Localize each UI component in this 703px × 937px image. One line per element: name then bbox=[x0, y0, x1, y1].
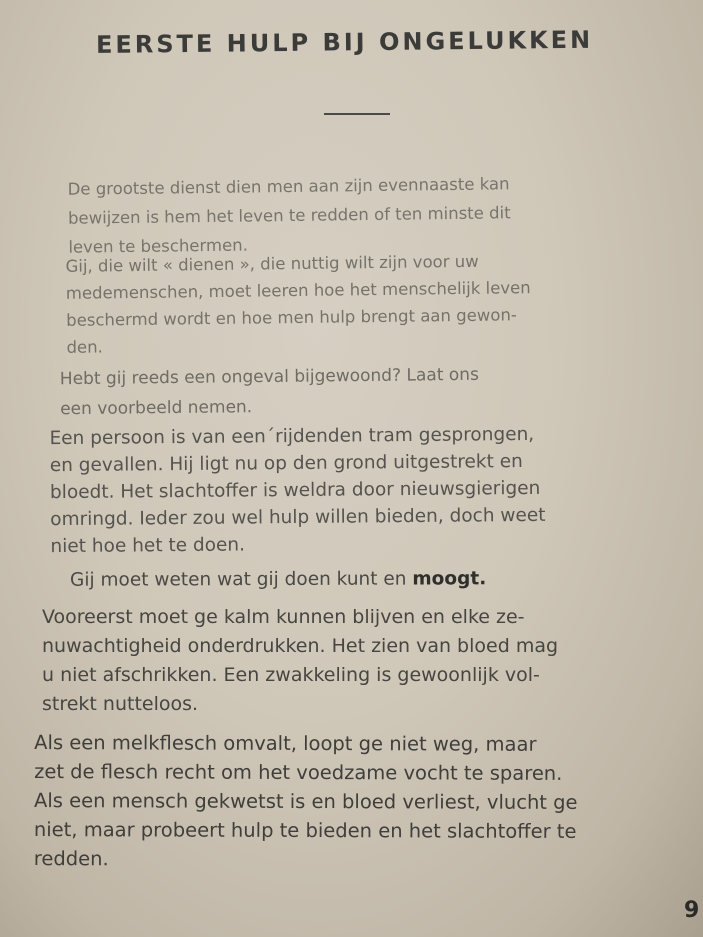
text-line: niet, maar probeert hulp te bieden en het slachtoffer te bbox=[33, 818, 577, 843]
text-line: leven te beschermen. bbox=[68, 235, 249, 257]
text-line: bloedt. Het slachtoffer is weldra door nieuwsgierigen bbox=[49, 477, 541, 504]
text-line: nuwachtigheid onderdrukken. Het zien van bloed mag bbox=[42, 635, 559, 657]
text-line: bewijzen is hem het leven te redden of ten minste dit bbox=[67, 203, 511, 228]
text-line: Als een mensch gekwetst is en bloed verliest, vlucht ge bbox=[33, 789, 578, 814]
text-line: omringd. Ieder zou wel hulp willen bieden, doch weet bbox=[50, 504, 546, 531]
paragraph-3 bbox=[60, 360, 480, 424]
page-number: 9 bbox=[684, 898, 700, 923]
paragraph-7 bbox=[34, 728, 578, 875]
title-divider bbox=[324, 113, 390, 115]
text-line: Gij, die wilt « dienen », die nuttig wilt zijn voor uw bbox=[65, 251, 479, 276]
text-line: Vooreerst moet ge kalm kunnen blijven en elke ze- bbox=[42, 606, 525, 628]
text-line: en gevallen. Hij ligt nu op den grond uitgestrekt en bbox=[49, 451, 523, 477]
text-line: u niet afschrikken. Een zwakkeling is gewoonlijk vol- bbox=[42, 664, 540, 686]
text-lead: Gij moet weten wat gij doen kunt en bbox=[69, 568, 413, 591]
paragraph-4 bbox=[49, 421, 545, 560]
paragraph-2 bbox=[65, 247, 531, 361]
text-line: medemenschen, moet leeren hoe het menschelijk leven bbox=[65, 278, 531, 303]
text-line: strekt nutteloos. bbox=[42, 693, 199, 715]
text-line: De grootste dienst dien men aan zijn evennaaste kan bbox=[67, 174, 510, 199]
text-line: redden. bbox=[33, 847, 109, 871]
text-line: Een persoon is van een´rijdenden tram gesprongen, bbox=[49, 423, 535, 450]
text-line: een voorbeeld nemen. bbox=[60, 397, 253, 420]
text-line: den. bbox=[66, 337, 103, 357]
page-title: EERSTE HULP BIJ ONGELUKKEN bbox=[95, 25, 594, 59]
bold-emphasis: moogt. bbox=[412, 568, 487, 590]
text-line: niet hoe het te doen. bbox=[50, 534, 246, 558]
text-line: zet de flesch recht om het voedzame vocht te sparen. bbox=[34, 760, 563, 785]
paragraph-6 bbox=[42, 603, 558, 719]
text-line: Als een melkflesch omvalt, loopt ge niet weg, maar bbox=[34, 731, 537, 756]
text-line: beschermd wordt en hoe men hulp brengt aan gewon- bbox=[66, 305, 517, 330]
paragraph-5 bbox=[70, 565, 486, 594]
text-line: Hebt gij reeds een ongeval bijgewoond? Laat ons bbox=[59, 364, 479, 390]
